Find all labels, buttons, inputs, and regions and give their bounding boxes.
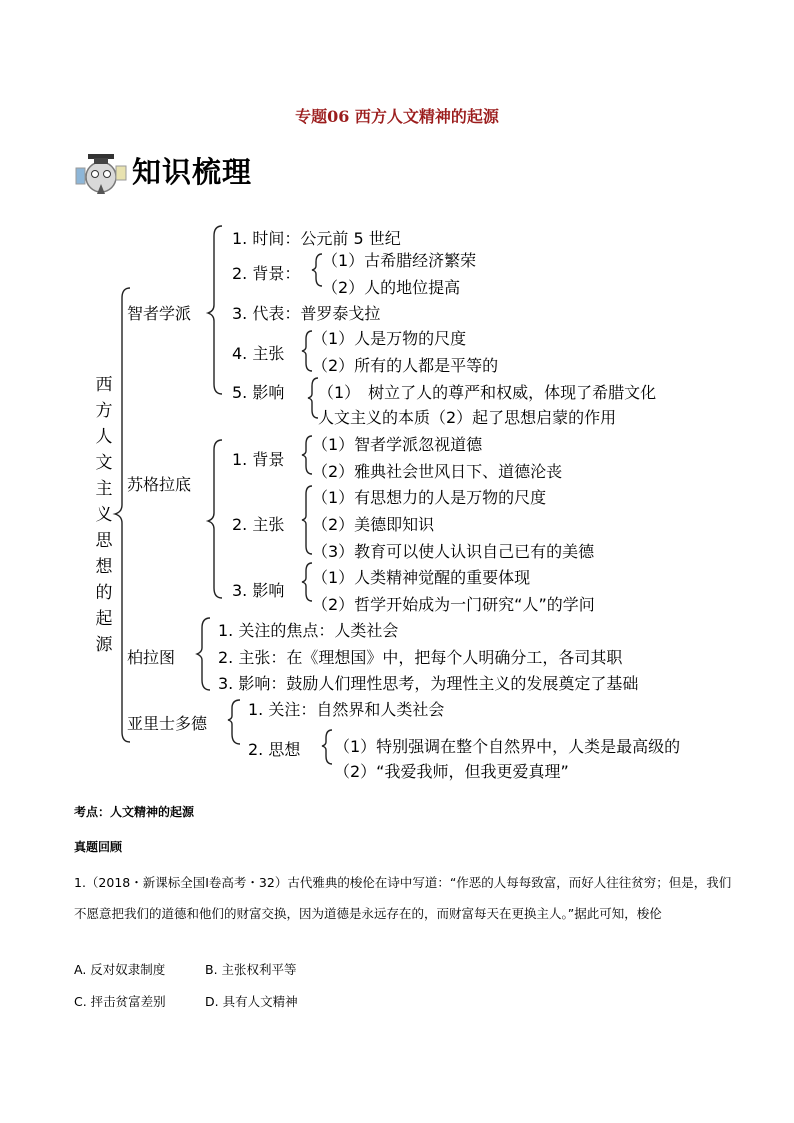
aristotle-label: 亚里士多德 bbox=[127, 714, 208, 733]
page-title: 专题06 西方人文精神的起源 bbox=[295, 107, 499, 126]
mindmap-root bbox=[91, 372, 117, 658]
sophists-bg-bracket bbox=[312, 254, 322, 286]
plato-label: 柏拉图 bbox=[127, 648, 176, 667]
section-heading: 真题回顾 bbox=[74, 840, 123, 854]
sophists-time: 1. 时间：公元前 5 世纪 bbox=[232, 229, 401, 248]
sophists-inf1: （1） 树立了人的尊严和权威，体现了希腊文化 bbox=[318, 383, 657, 402]
sophists-label: 智者学派 bbox=[127, 304, 192, 323]
sophists-claim2: （2）所有的人都是平等的 bbox=[312, 356, 499, 375]
root-char: 方 bbox=[95, 401, 113, 421]
option-b: B. 主张权利平等 bbox=[205, 962, 297, 977]
socrates-bg-bracket bbox=[302, 436, 312, 474]
sophists-influence: 5. 影响 bbox=[232, 383, 285, 402]
key-point: 考点：人文精神的起源 bbox=[74, 805, 195, 819]
sophists-bg1: （1）古希腊经济繁荣 bbox=[322, 251, 477, 270]
socrates-claim1: （1）有思想力的人是万物的尺度 bbox=[312, 488, 547, 507]
socrates-inf1: （1）人类精神觉醒的重要体现 bbox=[312, 568, 531, 587]
socrates-bg2: （2）雅典社会世风日下、道德沦丧 bbox=[312, 462, 563, 481]
root-char: 的 bbox=[95, 583, 113, 603]
socrates-inf-bracket bbox=[302, 563, 312, 601]
sophists-bracket bbox=[208, 226, 222, 394]
sophists-rep: 3. 代表：普罗泰戈拉 bbox=[232, 304, 381, 323]
aristotle-t2: （2）“我爱我师，但我更爱真理” bbox=[334, 762, 569, 781]
socrates-inf2: （2）哲学开始成为一门研究“人”的学问 bbox=[312, 595, 595, 614]
sophists-claim: 4. 主张 bbox=[232, 344, 285, 363]
plato-focus: 1. 关注的焦点：人类社会 bbox=[218, 621, 399, 640]
aristotle-focus: 1. 关注：自然界和人类社会 bbox=[248, 700, 445, 719]
root-char: 文 bbox=[95, 453, 113, 473]
aristotle-thought: 2. 思想 bbox=[248, 740, 301, 759]
socrates-bg: 1. 背景 bbox=[232, 450, 285, 469]
socrates-label: 苏格拉底 bbox=[127, 475, 192, 494]
socrates-claim2: （2）美德即知识 bbox=[312, 515, 435, 534]
socrates-claim-bracket bbox=[302, 486, 312, 554]
logo-text: 知识梳理 bbox=[132, 155, 253, 189]
aristotle-t1: （1）特别强调在整个自然界中，人类是最高级的 bbox=[334, 737, 681, 756]
socrates-influence: 3. 影响 bbox=[232, 581, 285, 600]
aristotle-bracket bbox=[228, 700, 240, 744]
sophists-claim-bracket bbox=[302, 331, 312, 371]
option-a: A. 反对奴隶制度 bbox=[74, 962, 166, 977]
root-char: 义 bbox=[95, 505, 113, 525]
sophists-bg: 2. 背景： bbox=[232, 264, 301, 283]
sophists-inf-bracket bbox=[308, 378, 318, 418]
plato-influence: 3. 影响：鼓励人们理性思考，为理性主义的发展奠定了基础 bbox=[218, 674, 639, 693]
root-bracket bbox=[115, 288, 130, 742]
socrates-claim: 2. 主张 bbox=[232, 515, 285, 534]
sophists-bg2: （2）人的地位提高 bbox=[322, 278, 461, 297]
root-char: 主 bbox=[95, 479, 113, 499]
option-d: D. 具有人文精神 bbox=[205, 994, 298, 1009]
socrates-bg1: （1）智者学派忽视道德 bbox=[312, 435, 483, 454]
plato-bracket bbox=[197, 618, 210, 690]
sophists-inf2: 人文主义的本质（2）起了思想启蒙的作用 bbox=[318, 408, 617, 427]
root-char: 西 bbox=[95, 375, 113, 395]
question-text: 1.（2018・新课标全国Ⅰ卷高考・32）古代雅典的梭伦在诗中写道：“作恶的人每每致富，而好人往往贫穷；但是，我们不愿意把我们的道德和他们的财富交换，因为道德是永远存在的，而财富每天在更换主人。”据此可知，梭伦 bbox=[74, 875, 732, 921]
socrates-bracket bbox=[208, 440, 222, 598]
root-char: 源 bbox=[95, 635, 113, 655]
aristotle-thought-bracket bbox=[322, 730, 332, 764]
root-char: 思 bbox=[95, 531, 113, 551]
option-c: C. 抨击贫富差别 bbox=[74, 994, 166, 1009]
root-char: 起 bbox=[95, 609, 113, 629]
root-char: 想 bbox=[95, 557, 113, 577]
root-char: 人 bbox=[95, 427, 113, 447]
socrates-claim3: （3）教育可以使人认识自己已有的美德 bbox=[312, 542, 595, 561]
sophists-claim1: （1）人是万物的尺度 bbox=[312, 329, 467, 348]
plato-claim: 2. 主张：在《理想国》中，把每个人明确分工，各司其职 bbox=[218, 648, 623, 667]
